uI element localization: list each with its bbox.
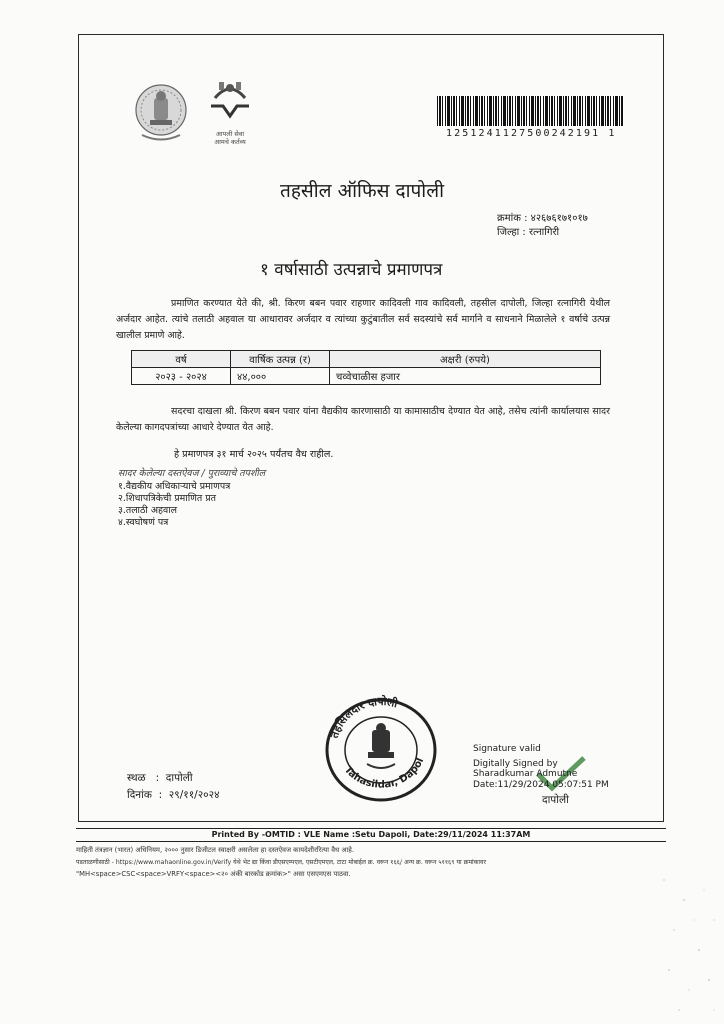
intro-paragraph: प्रमाणित करण्यात येते की, श्री. किरण बबन पवार राहणार कादिवली गाव कादिवली, तहसील दापोली, जिल्हा रत्नागिरी येथील अर्जदार आहेत. त्यांचे तलाठी अहवाल या आधारावर अर्जदार व त्यांच्या कुटुंबातील सर्व सदस्यांचे सर्व मार्गाने व साधनाने मिळालेले १ वर्षाचे उत्पन्न खालील प्रमाणे आहे. <box>116 298 610 341</box>
csc-logo <box>205 76 255 148</box>
scan-noise <box>644 860 724 1024</box>
barcode <box>437 96 624 126</box>
csc-logo-text: आपली सेवा आमचे कर्तव्य <box>214 130 246 146</box>
signature-valid-label: Signature valid <box>473 744 541 754</box>
digital-signature-block <box>473 744 609 790</box>
place-line: स्थळ : दापोली <box>127 772 193 784</box>
maharashtra-state-emblem-icon <box>134 80 188 146</box>
list-item: ४.स्वघोषणं पत्र <box>118 517 169 528</box>
documents-heading: सादर केलेल्या दस्तऐवज / पुराव्याचे तपशील <box>118 468 266 479</box>
certificate-title: १ वर्षासाठी उत्पन्नाचे प्रमाणपत्र <box>260 260 443 280</box>
list-item: १.वैद्यकीय अधिकाऱ्याचे प्रमाणपत्र <box>118 481 231 492</box>
signature-office: दापोली <box>542 794 569 806</box>
tahsildar-round-seal-icon <box>322 692 440 804</box>
footer-line-2: पडताळणीसाठी - https://www.mahaonline.gov.in/Verify येथे भेट द्या किंवा डीएसएम्पएल, एसटीएमएल, टाटा मोबाईल क्र. वरून १६६/ अन्य क्र. वरून ५११६९ या क्रमांकावर <box>76 859 486 866</box>
column-header-annual-income: वार्षिक उत्पन्न (र) <box>231 351 330 368</box>
table-header-row <box>132 351 601 368</box>
list-item: ३.तलाठी अहवाल <box>118 505 177 516</box>
seal-bottom-text: Tahasildar, Dapol <box>341 756 427 791</box>
csc-seva-logo-icon <box>205 76 255 126</box>
seal-top-text: तहसिलदार दापोली <box>327 694 399 740</box>
printed-by-line: Printed By -OMTID : VLE Name :Setu Dapoli, Date:29/11/2024 11:37AM <box>76 828 666 842</box>
cell-words: चव्वेचाळीस हजार <box>330 368 601 385</box>
signed-by-label: Digitally Signed by <box>473 758 558 769</box>
cell-year: २०२३ - २०२४ <box>132 368 231 385</box>
documents-list <box>118 481 230 529</box>
purpose-paragraph: सदरचा दाखला श्री. किरण बबन पवार यांना वैद्यकीय कारणासाठी या कामासाठीच देण्यात येत आहे, तसेच त्यांनी कार्यालयास सादर केलेल्या कागदपत्रांच्या आधारे देण्यात येत आहे. <box>116 406 610 433</box>
office-name: तहसील ऑफिस दापोली <box>280 180 445 202</box>
footer-line-3: "MH<space>CSC<space>VRFY<space><२० अंकी बारकोड क्रमांक>" असा एसएमएस पाठवा. <box>76 870 351 878</box>
list-item: २.शिधापत्रिकेची प्रमाणित प्रत <box>118 493 216 504</box>
barcode-number: 1251241127500242191 1 <box>446 128 617 139</box>
table-row <box>132 368 601 385</box>
cell-income: ४४,००० <box>231 368 330 385</box>
column-header-year: वर्ष <box>132 351 231 368</box>
signer-name: Sharadkumar Admutne <box>473 769 578 779</box>
validity-text: हे प्रमाणपत्र ३१ मार्च २०२५ पर्यंतच वैध राहील. <box>174 449 334 460</box>
income-table <box>131 350 601 385</box>
district: जिल्हा : रत्नागिरी <box>497 227 560 238</box>
place-date-block <box>127 770 220 804</box>
certificate-meta <box>497 212 588 240</box>
column-header-in-words: अक्षरी (रुपये) <box>330 351 601 368</box>
date-line: दिनांक : २९/११/२०२४ <box>127 789 220 801</box>
signature-date: Date:11/29/2024 05:07:51 PM <box>473 779 609 790</box>
certificate-number: क्रमांक : ४२६७६१७१०१७ <box>497 213 588 224</box>
footer-line-1: माहिती तंत्रज्ञान (भारत) अधिनियम, २००० नुसार डिजीटल स्वाक्षरी असलेला हा दस्तऐवज कायदेशीररित्या वैध आहे. <box>76 846 355 854</box>
